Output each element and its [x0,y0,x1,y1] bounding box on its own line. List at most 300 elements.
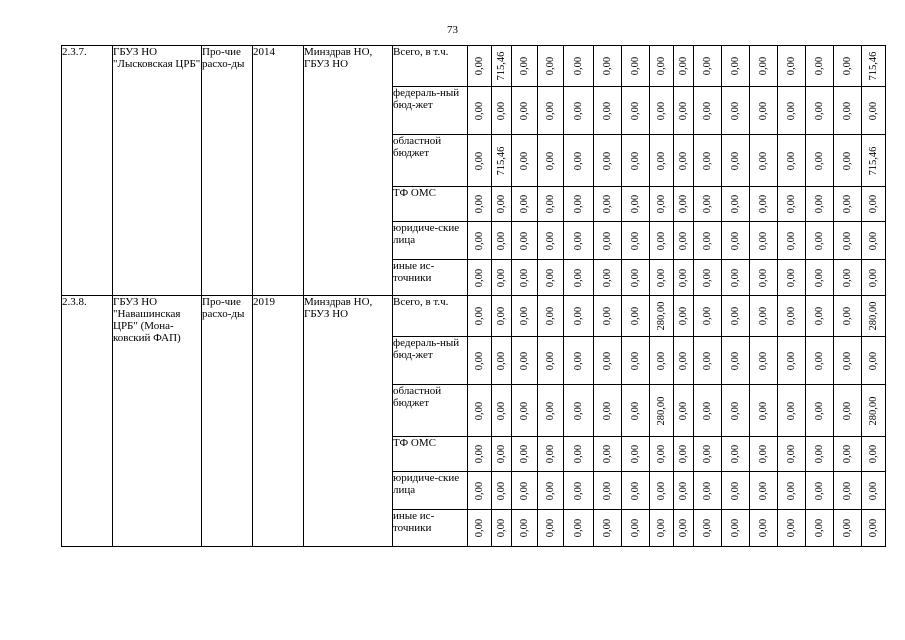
amount-value: 280,00 [655,396,667,425]
amount-cell [806,46,834,87]
amount-value: 0,00 [867,231,879,250]
amount-value: 0,00 [473,151,485,170]
amount-cell [806,87,834,135]
amount-cell [862,46,886,87]
amount-cell [564,87,594,135]
amount-value: 0,00 [495,101,507,120]
amount-cell [622,260,650,296]
amount-cell [512,135,538,187]
amount-value: 0,00 [841,518,853,538]
amount-cell [468,296,492,337]
amount-value: 0,00 [757,268,769,287]
amount-value: 0,00 [572,481,584,500]
amount-cell [512,222,538,260]
amount-value: 0,00 [757,481,769,500]
amount-value: 0,00 [785,56,797,76]
amount-value: 0,00 [701,194,713,214]
amount-cell [622,222,650,260]
amount-value: 0,00 [655,268,667,287]
amount-cell [512,385,538,437]
amount-value: 0,00 [785,151,797,170]
amount-value: 0,00 [729,231,741,250]
amount-value: 0,00 [629,56,641,76]
amount-value: 0,00 [701,101,713,120]
amount-value: 715,46 [495,51,507,81]
amount-value: 0,00 [495,518,507,538]
amount-cell [650,46,674,87]
amount-cell [538,135,564,187]
amount-value: 0,00 [785,306,797,326]
amount-cell [492,87,512,135]
amount-cell [834,187,862,222]
amount-cell [468,135,492,187]
amount-value: 0,00 [757,151,769,170]
amount-cell [862,472,886,510]
amount-cell [594,135,622,187]
amount-value: 0,00 [757,351,769,370]
amount-value: 0,00 [785,518,797,538]
section-code: 2.3.7. [62,46,113,296]
amount-cell [564,260,594,296]
amount-cell [650,337,674,385]
amount-value: 0,00 [518,268,530,287]
amount-cell [694,510,722,547]
amount-cell [778,385,806,437]
amount-value: 0,00 [629,481,641,500]
amount-value: 0,00 [729,194,741,214]
amount-value: 0,00 [655,101,667,120]
amount-value: 0,00 [572,101,584,120]
amount-cell [622,296,650,337]
amount-cell [778,472,806,510]
amount-cell [750,337,778,385]
amount-cell [750,135,778,187]
amount-value: 0,00 [785,481,797,500]
amount-cell [512,87,538,135]
amount-value: 0,00 [601,194,613,214]
amount-cell [694,87,722,135]
amount-cell [564,385,594,437]
amount-value: 0,00 [544,401,556,420]
amount-cell [674,260,694,296]
amount-value: 0,00 [813,481,825,500]
amount-value: 0,00 [813,351,825,370]
amount-value: 0,00 [757,444,769,464]
amount-cell [862,187,886,222]
amount-value: 0,00 [518,401,530,420]
amount-cell [778,337,806,385]
amount-value: 0,00 [677,306,689,326]
amount-cell [538,46,564,87]
amount-value: 0,00 [518,231,530,250]
amount-cell [622,385,650,437]
amount-value: 0,00 [629,351,641,370]
amount-value: 0,00 [757,194,769,214]
amount-cell [538,510,564,547]
funding-source: юридиче-ские лица [393,222,468,260]
amount-value: 0,00 [729,268,741,287]
amount-cell [468,437,492,472]
amount-cell [492,135,512,187]
amount-value: 280,00 [867,301,879,331]
amount-cell [622,437,650,472]
organization-name: ГБУЗ НО "Лысковская ЦРБ" [113,46,202,296]
budget-table [61,45,886,547]
amount-value: 0,00 [629,401,641,420]
amount-cell [834,472,862,510]
amount-cell [778,135,806,187]
amount-cell [564,472,594,510]
amount-cell [834,260,862,296]
amount-value: 0,00 [677,268,689,287]
amount-value: 0,00 [572,351,584,370]
amount-cell [468,187,492,222]
amount-value: 0,00 [701,351,713,370]
amount-value: 0,00 [757,101,769,120]
amount-cell [594,87,622,135]
amount-value: 0,00 [572,194,584,214]
amount-cell [834,510,862,547]
amount-cell [674,296,694,337]
amount-cell [512,46,538,87]
amount-value: 0,00 [867,518,879,538]
amount-cell [512,187,538,222]
amount-value: 0,00 [473,306,485,326]
amount-value: 280,00 [867,396,879,425]
amount-cell [806,296,834,337]
amount-cell [650,187,674,222]
amount-value: 0,00 [601,101,613,120]
amount-value: 0,00 [701,56,713,76]
amount-cell [674,87,694,135]
amount-cell [722,222,750,260]
amount-cell [694,385,722,437]
amount-value: 0,00 [495,401,507,420]
amount-cell [862,222,886,260]
amount-value: 0,00 [629,444,641,464]
amount-value: 0,00 [701,306,713,326]
amount-cell [694,260,722,296]
amount-cell [594,510,622,547]
amount-cell [674,187,694,222]
amount-cell [564,187,594,222]
amount-value: 0,00 [655,231,667,250]
amount-value: 0,00 [572,401,584,420]
amount-cell [806,472,834,510]
amount-cell [564,510,594,547]
amount-value: 0,00 [495,481,507,500]
amount-cell [778,296,806,337]
amount-value: 0,00 [629,268,641,287]
amount-cell [622,337,650,385]
amount-value: 0,00 [677,351,689,370]
amount-value: 0,00 [729,444,741,464]
amount-cell [622,87,650,135]
amount-value: 0,00 [473,444,485,464]
amount-cell [594,260,622,296]
amount-cell [492,472,512,510]
amount-cell [806,135,834,187]
amount-value: 0,00 [677,481,689,500]
funding-source: Всего, в т.ч. [393,296,468,337]
amount-value: 0,00 [601,151,613,170]
amount-value: 0,00 [729,481,741,500]
amount-cell [778,437,806,472]
amount-cell [622,135,650,187]
funding-source: областной бюджет [393,385,468,437]
amount-value: 0,00 [841,306,853,326]
amount-value: 0,00 [572,56,584,76]
amount-value: 0,00 [729,151,741,170]
amount-cell [862,87,886,135]
amount-cell [492,510,512,547]
amount-cell [750,222,778,260]
amount-cell [674,337,694,385]
amount-value: 0,00 [518,444,530,464]
amount-cell [622,510,650,547]
amount-cell [806,510,834,547]
amount-cell [694,337,722,385]
amount-cell [694,135,722,187]
amount-value: 0,00 [729,518,741,538]
amount-value: 0,00 [655,194,667,214]
amount-value: 0,00 [701,268,713,287]
amount-cell [622,46,650,87]
amount-cell [694,222,722,260]
amount-value: 0,00 [813,151,825,170]
amount-value: 0,00 [655,518,667,538]
amount-value: 0,00 [629,194,641,214]
amount-cell [512,437,538,472]
amount-value: 0,00 [601,306,613,326]
amount-cell [694,472,722,510]
amount-cell [674,222,694,260]
amount-value: 0,00 [757,56,769,76]
amount-cell [650,135,674,187]
amount-cell [594,385,622,437]
amount-value: 0,00 [677,231,689,250]
amount-value: 0,00 [701,151,713,170]
amount-cell [538,472,564,510]
amount-cell [622,187,650,222]
amount-cell [778,87,806,135]
amount-cell [778,187,806,222]
amount-cell [512,260,538,296]
amount-cell [862,260,886,296]
amount-value: 0,00 [729,101,741,120]
amount-value: 0,00 [841,151,853,170]
amount-value: 0,00 [572,151,584,170]
amount-value: 0,00 [655,56,667,76]
amount-cell [492,46,512,87]
funding-source: федераль-ный бюд-жет [393,337,468,385]
amount-value: 0,00 [544,306,556,326]
amount-value: 0,00 [729,306,741,326]
amount-value: 0,00 [701,401,713,420]
amount-value: 0,00 [518,194,530,214]
amount-value: 0,00 [601,401,613,420]
amount-cell [694,296,722,337]
amount-value: 0,00 [785,194,797,214]
amount-value: 0,00 [601,444,613,464]
amount-cell [492,437,512,472]
amount-value: 0,00 [544,351,556,370]
amount-value: 0,00 [473,518,485,538]
amount-cell [778,222,806,260]
amount-cell [862,296,886,337]
amount-value: 0,00 [601,481,613,500]
amount-cell [722,46,750,87]
amount-value: 0,00 [813,56,825,76]
amount-cell [750,510,778,547]
amount-value: 0,00 [629,231,641,250]
amount-cell [492,296,512,337]
amount-value: 715,46 [495,146,507,175]
amount-cell [650,260,674,296]
amount-value: 0,00 [729,401,741,420]
amount-value: 0,00 [495,268,507,287]
amount-cell [834,437,862,472]
amount-cell [594,222,622,260]
amount-value: 0,00 [729,56,741,76]
amount-cell [722,135,750,187]
amount-value: 0,00 [655,151,667,170]
funding-source: иные ис-точники [393,510,468,547]
amount-value: 0,00 [518,306,530,326]
page-number: 73 [447,24,458,36]
amount-value: 0,00 [867,444,879,464]
amount-cell [750,46,778,87]
amount-value: 0,00 [473,56,485,76]
amount-value: 0,00 [473,194,485,214]
amount-value: 0,00 [544,444,556,464]
amount-value: 0,00 [473,481,485,500]
amount-cell [564,46,594,87]
amount-value: 0,00 [655,444,667,464]
amount-value: 0,00 [572,306,584,326]
amount-value: 0,00 [785,268,797,287]
amount-cell [594,46,622,87]
amount-value: 0,00 [841,194,853,214]
amount-value: 0,00 [785,351,797,370]
amount-cell [674,46,694,87]
amount-value: 0,00 [813,101,825,120]
amount-cell [750,260,778,296]
amount-value: 280,00 [655,301,667,331]
amount-value: 715,46 [867,51,879,81]
executor: Минздрав НО, ГБУЗ НО [304,46,393,296]
amount-value: 715,46 [867,146,879,175]
amount-cell [594,472,622,510]
amount-cell [650,385,674,437]
amount-value: 0,00 [813,518,825,538]
executor: Минздрав НО, ГБУЗ НО [304,296,393,547]
funding-source: Всего, в т.ч. [393,46,468,87]
amount-cell [862,135,886,187]
amount-value: 0,00 [841,444,853,464]
amount-value: 0,00 [785,101,797,120]
amount-cell [594,296,622,337]
amount-value: 0,00 [544,194,556,214]
amount-value: 0,00 [518,518,530,538]
amount-cell [862,510,886,547]
amount-value: 0,00 [701,444,713,464]
amount-cell [492,385,512,437]
amount-cell [622,472,650,510]
amount-value: 0,00 [841,268,853,287]
amount-cell [694,46,722,87]
amount-cell [468,472,492,510]
amount-cell [834,337,862,385]
amount-value: 0,00 [473,231,485,250]
amount-cell [538,87,564,135]
amount-cell [538,385,564,437]
amount-cell [778,260,806,296]
amount-value: 0,00 [757,518,769,538]
table-row [62,296,886,337]
funding-source: ТФ ОМС [393,187,468,222]
amount-cell [512,472,538,510]
amount-cell [538,260,564,296]
amount-value: 0,00 [813,444,825,464]
amount-cell [674,135,694,187]
year: 2014 [253,46,304,296]
organization-name: ГБУЗ НО "Навашинская ЦРБ" (Мона-ковский ФАП) [113,296,202,547]
amount-cell [468,510,492,547]
amount-cell [650,296,674,337]
amount-value: 0,00 [473,268,485,287]
amount-value: 0,00 [544,56,556,76]
amount-value: 0,00 [572,518,584,538]
amount-value: 0,00 [544,151,556,170]
amount-value: 0,00 [729,351,741,370]
amount-cell [834,87,862,135]
amount-cell [468,385,492,437]
amount-value: 0,00 [473,101,485,120]
amount-cell [512,296,538,337]
amount-value: 0,00 [785,231,797,250]
amount-value: 0,00 [495,306,507,326]
amount-cell [650,437,674,472]
amount-cell [468,46,492,87]
amount-cell [468,260,492,296]
amount-value: 0,00 [495,194,507,214]
amount-cell [722,187,750,222]
funding-source: федераль-ный бюд-жет [393,87,468,135]
amount-cell [674,385,694,437]
amount-cell [722,437,750,472]
table-row [62,46,886,87]
amount-cell [806,222,834,260]
amount-cell [468,337,492,385]
funding-source: иные ис-точники [393,260,468,296]
amount-value: 0,00 [601,351,613,370]
amount-value: 0,00 [841,351,853,370]
amount-cell [538,296,564,337]
amount-value: 0,00 [544,268,556,287]
amount-cell [468,87,492,135]
amount-value: 0,00 [495,444,507,464]
amount-cell [862,385,886,437]
amount-cell [650,510,674,547]
amount-cell [806,437,834,472]
amount-value: 0,00 [841,401,853,420]
amount-cell [492,222,512,260]
amount-value: 0,00 [757,401,769,420]
amount-value: 0,00 [629,101,641,120]
amount-cell [722,296,750,337]
amount-value: 0,00 [495,231,507,250]
